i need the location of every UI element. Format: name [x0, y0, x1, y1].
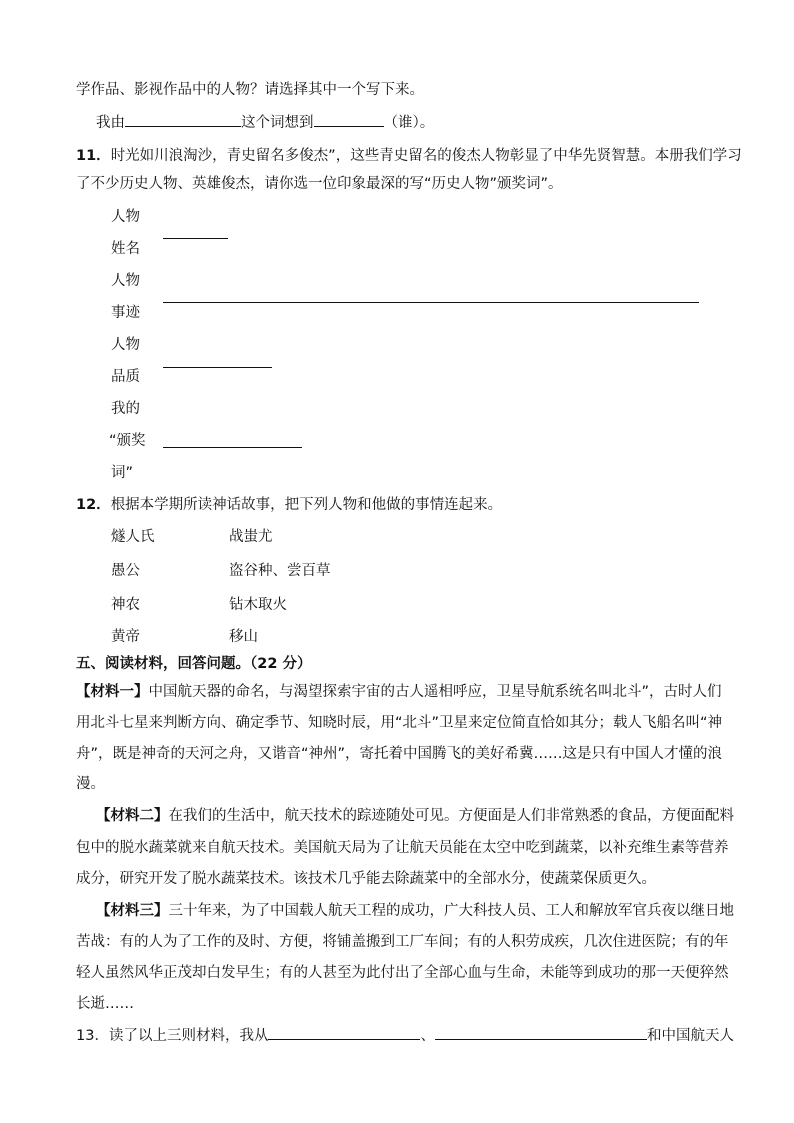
material1-text-1: 中国航天器的命名，与渴望探索宇宙的古人遥相呼应，卫星导航系统名叫北斗”，古时人们: [148, 684, 722, 700]
q12-deed: 钻木取火: [229, 597, 287, 613]
q12-number: 12．: [76, 497, 111, 513]
q11-row3-label-a: 人物: [111, 337, 140, 353]
q12-person: 燧人氏: [111, 529, 155, 545]
q10-prompt-a: 我由: [96, 115, 125, 131]
q13-suffix: 和中国航天人: [646, 1028, 734, 1044]
q13-sep: 、: [420, 1028, 435, 1044]
material3-label: 【材料三】: [96, 903, 169, 919]
material1-line3: 舟”，既是神奇的天河之舟，又谐音“神州”，寄托着中国腾飞的美好希冀……这是只有中国人才懂的浪: [76, 746, 723, 762]
q11-text-line1: 时光如川浪淘沙，青史留名多俊杰”，这些青史留名的俊杰人物彰显了中华先贤智慧。本册我们学习: [110, 148, 742, 164]
q10-prompt-b: 这个词想到: [241, 115, 314, 131]
material2-text-1: 在我们的生活中，航天技术的踪迹随处可见。方便面是人们非常熟悉的食品，方便面配料: [168, 808, 734, 824]
material3-line4: 长逝……: [76, 996, 134, 1012]
q12-text: 根据本学期所读神话故事，把下列人物和他做的事情连起来。: [110, 497, 503, 513]
q11-row2-label-b: 事迹: [111, 305, 140, 321]
material3-line2: 苦战：有的人为了工作的及时、方便，将铺盖搬到工厂车间；有的人积劳成疾，几次住进医院；有的年: [76, 934, 729, 950]
material2-line1: [96, 806, 734, 826]
q12-deed: 战蚩尤: [229, 529, 273, 545]
q13-number: 13．: [76, 1028, 109, 1044]
q11-row4-label-b: “颁奖: [109, 433, 146, 449]
q12-person: 愚公: [111, 563, 140, 579]
q11-question: [76, 146, 742, 166]
q10-blank-person[interactable]: [314, 112, 384, 127]
q11-row4-label-c: 词”: [111, 465, 134, 481]
q12-question: [76, 495, 502, 515]
q10-line: 学作品、影视作品中的人物？请选择其中一个写下来。: [76, 82, 424, 98]
q11-name-blank[interactable]: [163, 238, 228, 239]
material1-label: 【材料一】: [76, 684, 149, 700]
q11-row2-label-a: 人物: [111, 273, 140, 289]
q12-deed: 移山: [229, 629, 258, 645]
section5-title: 五、阅读材料，回答问题。（22 分）: [76, 656, 312, 672]
q11-row1-label-a: 人物: [111, 209, 140, 225]
q10-blank-word[interactable]: [125, 112, 241, 127]
material2-line2: 包中的脱水蔬菜就来自航天技术。美国航天局为了让航天员能在太空中吃到蔬菜，以补充维生素等营养: [76, 840, 729, 856]
material1-line4: 漫。: [76, 776, 105, 792]
q12-person: 黄帝: [111, 629, 140, 645]
material2-label: 【材料二】: [96, 808, 169, 824]
material1-line1: [76, 682, 722, 702]
material3-text-1: 三十年来，为了中国载人航天工程的成功，广大科技人员、工人和解放军官兵夜以继日地: [168, 903, 734, 919]
material3-line3: 轻人虽然风华正茂却白发早生；有的人甚至为此付出了全部心血与生命，未能等到成功的那一天便猝然: [76, 965, 729, 981]
q13-prefix: 读了以上三则材料，我从: [108, 1028, 269, 1044]
q11-row4-label-a: 我的: [111, 401, 140, 417]
material2-line3: 成分，研究开发了脱水蔬菜技术。该技术几乎能去除蔬菜中的全部水分，使蔬菜保质更久。: [76, 871, 656, 887]
q13-question: [76, 1025, 734, 1046]
q13-blank-2[interactable]: [435, 1025, 647, 1040]
q11-row3-label-b: 品质: [111, 369, 140, 385]
q13-blank-1[interactable]: [268, 1025, 420, 1040]
q11-award-blank[interactable]: [163, 447, 302, 448]
q11-number: 11．: [76, 148, 111, 164]
q11-quality-blank[interactable]: [163, 367, 272, 368]
material1-line2: 用北斗七星来判断方向、确定季节、知晓时辰，用“北斗”卫星来定位简直恰如其分；载人飞船名叫“神: [76, 715, 723, 731]
q12-deed: 盗谷种、尝百草: [229, 563, 331, 579]
material3-line1: [96, 901, 734, 921]
q11-text-line2: 了不少历史人物、英雄俊杰，请你选一位印象最深的写“历史人物”颁奖词”。: [76, 176, 563, 192]
q10-prompt: [96, 112, 434, 133]
q12-person: 神农: [111, 597, 140, 613]
q11-row1-label-b: 姓名: [111, 241, 140, 257]
q11-deeds-blank[interactable]: [163, 302, 699, 303]
q10-prompt-c: （谁）。: [383, 115, 435, 131]
